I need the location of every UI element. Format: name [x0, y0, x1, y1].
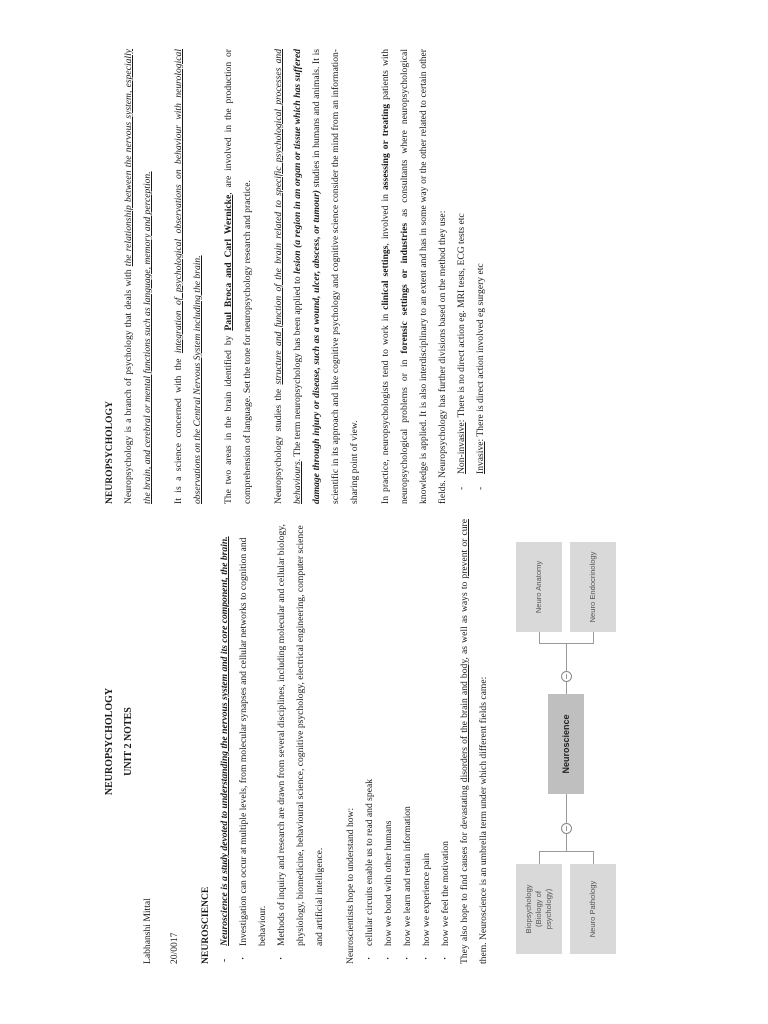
- text-run: , involved in: [380, 190, 391, 246]
- text-run: , as well as ways to: [459, 578, 470, 660]
- bullet-item: · Methods of inquiry and research are drawn from several disciplines, including molecular and cellular biology, physiology, biomedicine, behavioural science, cognitive psychology, electrical engineering, computer science and artificial intelligence.: [272, 519, 329, 964]
- connector-line: [539, 632, 540, 644]
- collapse-right-icon: −: [561, 671, 572, 682]
- neuroscience-diagram: [510, 551, 620, 964]
- underlined-text: disorders of the brain and body: [459, 659, 470, 783]
- list-item: · cellular circuits enable us to read and speak: [360, 519, 379, 964]
- underlined-text: integration of psychological observations on behaviour with neurological observations on the Central Nervous System including the brain.: [173, 49, 203, 504]
- node-neuro-endocrinology: Neuro Endocrinology: [570, 542, 616, 632]
- paragraph-definition: [119, 49, 157, 504]
- text-run: patients with neuropsychological problems or in: [380, 48, 410, 504]
- bullet-item: · Investigation can occur at multiple levels, from molecular synapses and cellular networks to cognition and behaviour.: [234, 519, 272, 964]
- doc-title: NEUROPSYCHOLOGY: [104, 687, 115, 796]
- method-list: [452, 49, 490, 492]
- text-run: : There is no direct action eg. MRI tests, ECG tests etc: [456, 213, 467, 423]
- bold-text: forensic settings or industries: [399, 222, 410, 354]
- node-biopsychology: Biopsychology (Biology of psychology): [516, 864, 562, 954]
- doc-date: 20/0017: [169, 932, 180, 964]
- hope-list: [360, 519, 455, 964]
- text-run: The two areas in the brain identified by: [223, 330, 234, 504]
- underlined-text: the relationship between the nervous system, especially the brain, and cerebral or mental functions such as language, memory and perception.: [123, 49, 153, 504]
- bold-text: clinical settings: [380, 245, 391, 310]
- method-item: [471, 49, 490, 492]
- underlined-text: structure and function of the brain related to specific psychological processes and behaviours: [273, 49, 303, 504]
- list-item: · how we feel the motivation: [436, 519, 455, 964]
- text-run: Neuropsychology is a branch of psychology that deals with: [123, 266, 134, 504]
- left-column: [100, 519, 493, 964]
- collapse-left-icon: −: [561, 823, 572, 834]
- connector-line: [593, 852, 594, 864]
- neuroscience-bullets: [215, 519, 329, 964]
- text-run: It is a science concerned with the: [173, 353, 184, 504]
- connector-line: [566, 644, 567, 694]
- text-run: : There is direct action involved eg surgery etc: [475, 263, 486, 442]
- bold-italic-text: lesion (a region in an organ or tissue which has suffered damage through injury or disease, such as a wound, ulcer, abscess, or tumour): [292, 49, 322, 504]
- method-item: [452, 49, 471, 492]
- section-heading-neuropsychology: NEUROPSYCHOLOGY: [104, 401, 115, 504]
- connector-line: [539, 852, 540, 864]
- list-item: · how we experience pain: [417, 519, 436, 964]
- underlined-text: Non-invasive: [456, 422, 467, 474]
- author-name: Labhanshi Mittal: [142, 898, 153, 964]
- paragraph-structure: [269, 49, 364, 504]
- list-item: · how we bond with other humans: [379, 519, 398, 964]
- paragraph-integration: [169, 49, 207, 504]
- connector-line: [539, 643, 594, 644]
- paragraph-broca-wernicke: [219, 49, 257, 504]
- node-neuroscience: Neuroscience: [548, 694, 584, 794]
- paragraph-practice: [376, 49, 452, 504]
- text-run: them. Neuroscience is an umbrella term under which different fields came:: [478, 676, 489, 964]
- text-run: They also hope to find causes for devastating: [459, 782, 470, 964]
- closing-paragraph: [455, 519, 493, 964]
- text-run: studies in humans and animals. It is scientific in its approach and like cognitive psychology and cognitive science consider the mind from an information-sharing point of view.: [311, 49, 360, 504]
- node-neuro-anatomy: Neuro Anatomy: [516, 542, 562, 632]
- text-run: . The term neuropsychology has been applied to: [292, 273, 303, 462]
- hope-intro: Neuroscientists hope to understand how:: [345, 807, 356, 964]
- text-run: In practice, neuropsychologists tend to work in: [380, 309, 391, 504]
- underlined-text: Invasive: [475, 441, 486, 474]
- section-heading-neuroscience: NEUROSCIENCE: [200, 886, 211, 964]
- text-run: Neuropsychology studies the: [273, 384, 284, 504]
- list-item: · how we learn and retain information: [398, 519, 417, 964]
- bold-text: assessing or treating: [380, 103, 391, 191]
- doc-subtitle: UNIT 2 NOTES: [123, 707, 134, 776]
- bullet-item: - Neuroscience is a study devoted to understanding the nervous system and its core component, the brain.: [215, 519, 234, 964]
- text-run: as consultants where neuropsychological knowledge is applied. It is also interdisciplinary to an extent and has in some way or the other related to certain other fields. Neuropsychology has further divisions based on the method they use:: [399, 49, 448, 504]
- node-neuro-pathology: Neuro Pathology: [570, 864, 616, 954]
- underlined-text: prevent or cure: [459, 519, 470, 579]
- text-run: , are involved in the production or comprehension of language. Set the tone for neuropsychology research and practice.: [223, 49, 253, 504]
- right-column: [100, 49, 490, 504]
- connector-line: [593, 632, 594, 644]
- bold-underlined-text: Paul Broca and Carl Wernicke: [223, 194, 234, 331]
